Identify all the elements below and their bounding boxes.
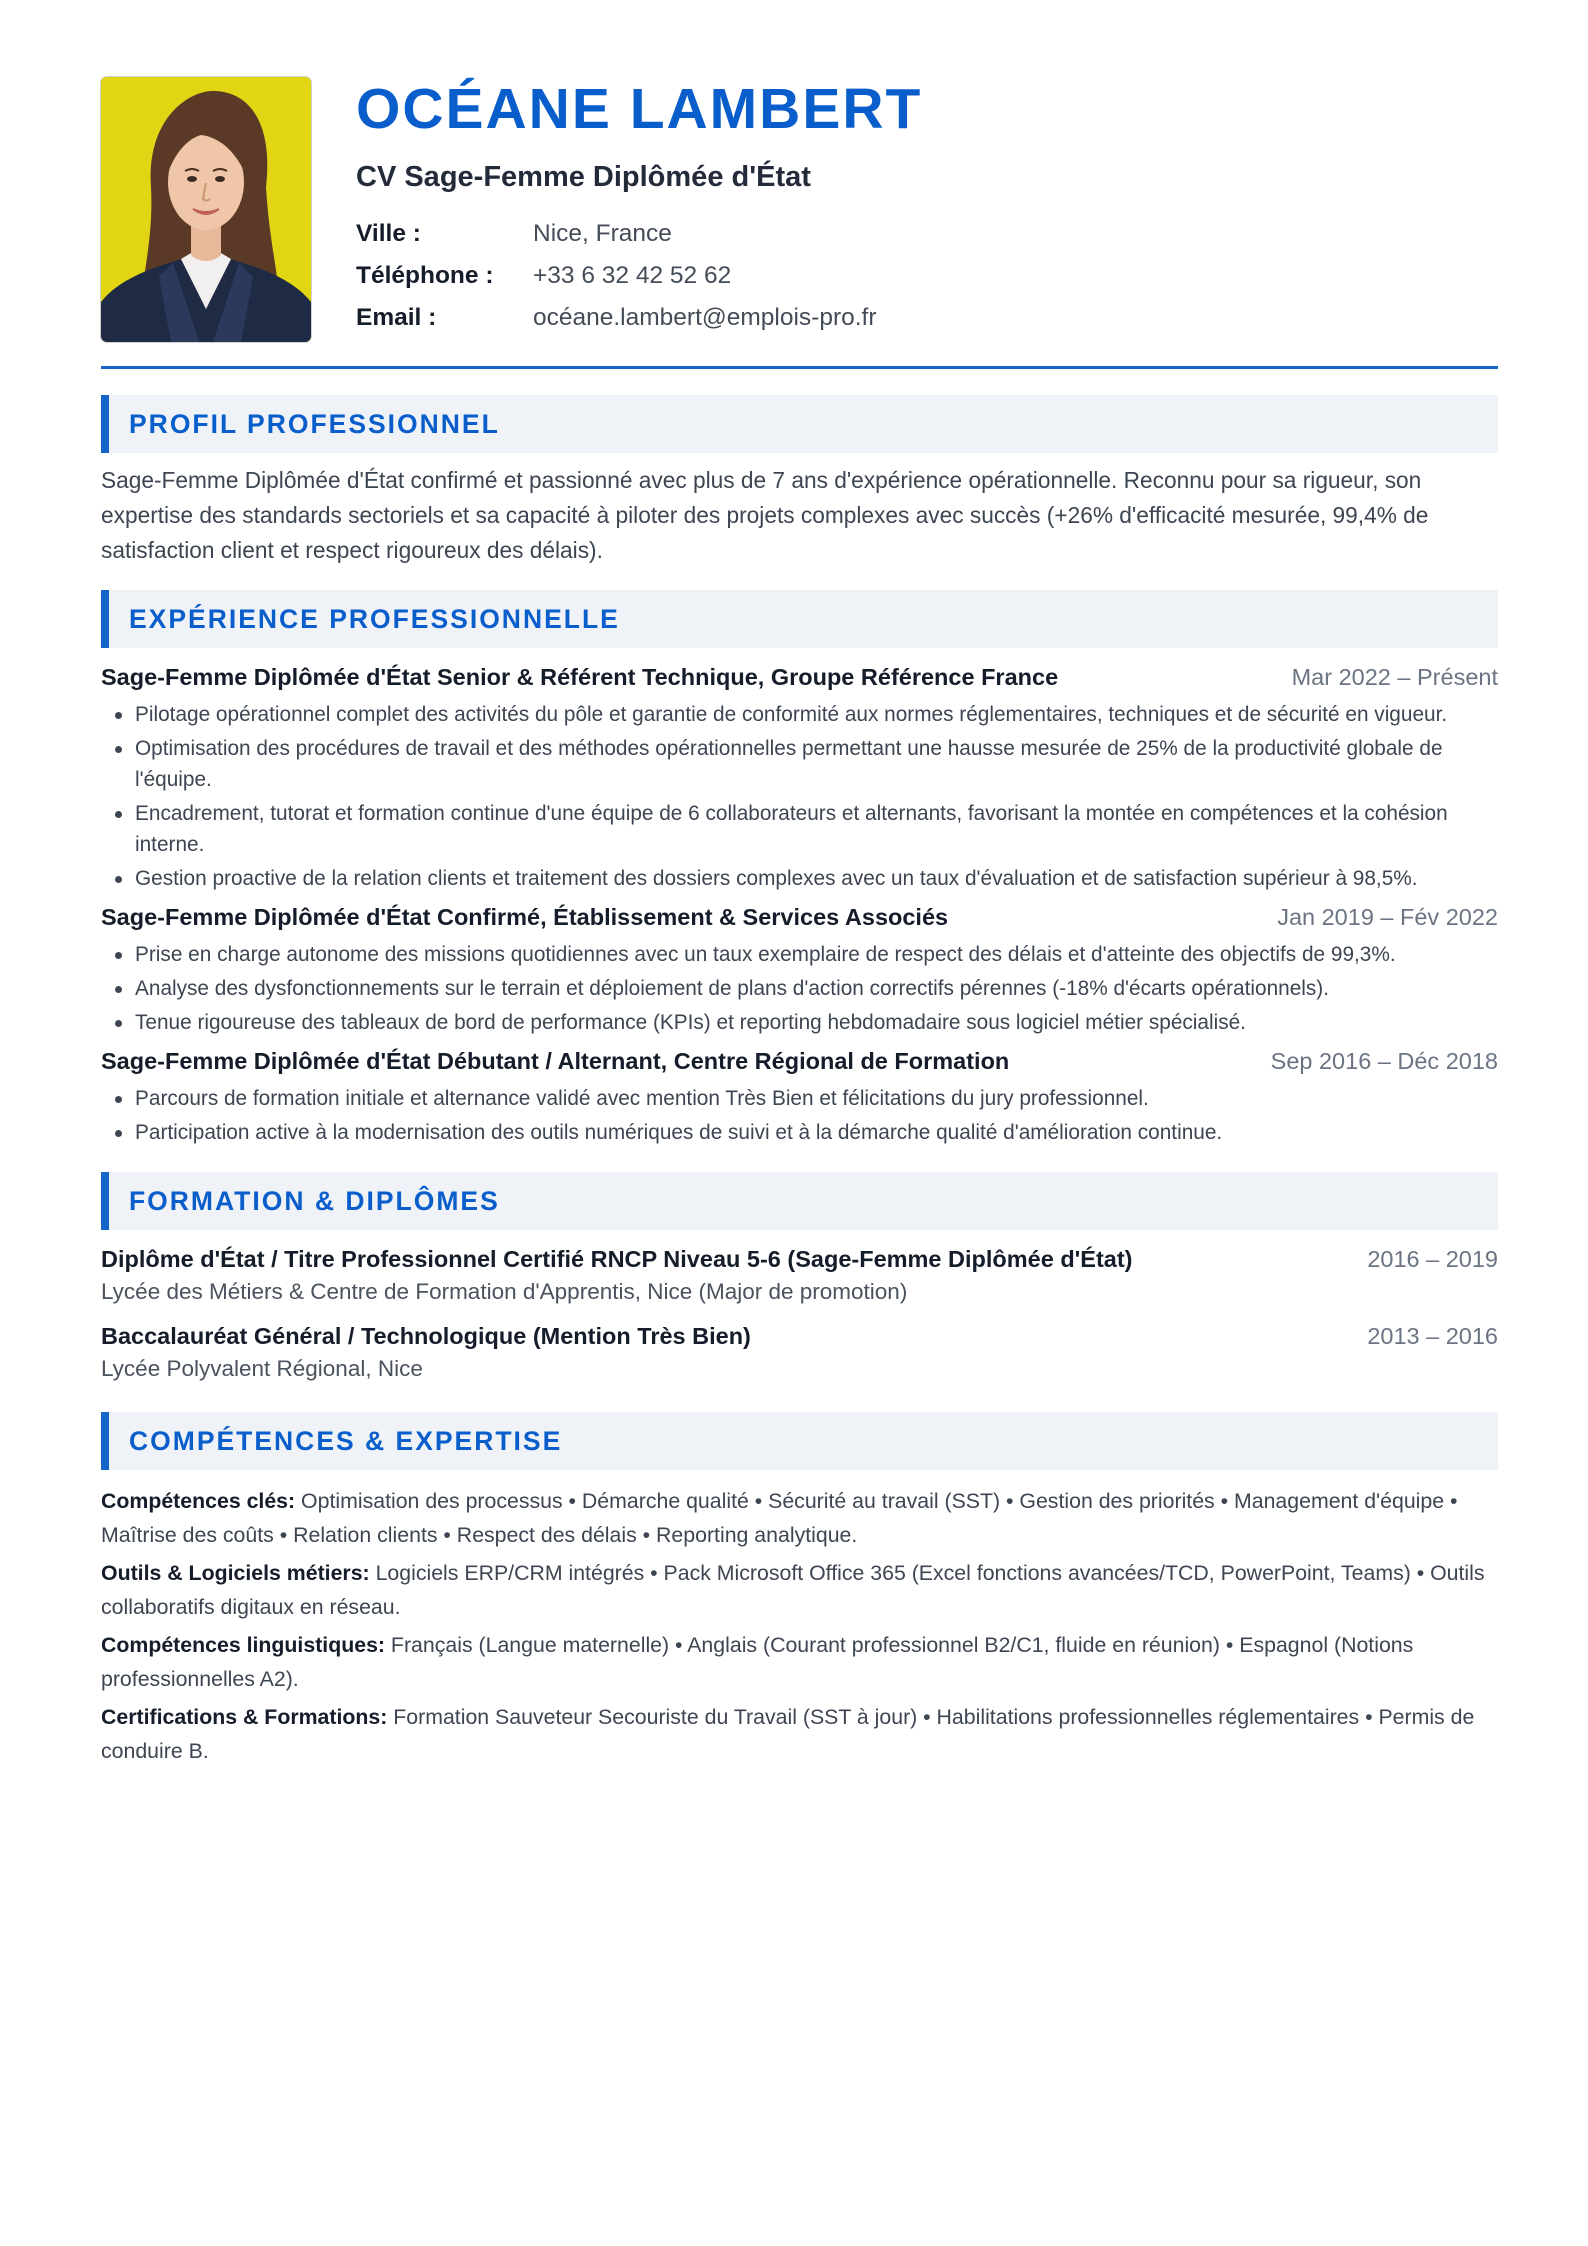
list-item: Optimisation des procédures de travail et des méthodes opérationnelles permettant une hausse mesurée de 25% de la productivité globale de l'équipe.: [135, 733, 1498, 795]
job-date: Sep 2016 – Déc 2018: [1270, 1048, 1498, 1074]
list-item: Participation active à la modernisation des outils numériques de suivi et à la démarche qualité d'amélioration continue.: [135, 1117, 1498, 1148]
education-header: [101, 1246, 1498, 1273]
skill-text: Formation Sauveteur Secouriste du Travail (SST à jour) • Habilitations professionnelles réglementaires • Permis de conduire B.: [101, 1705, 1475, 1763]
header-info: [356, 77, 922, 342]
skill-text: Logiciels ERP/CRM intégrés • Pack Microsoft Office 365 (Excel fonctions avancées/TCD, PowerPoint, Teams) • Outils collaboratifs digitaux en réseau.: [101, 1561, 1485, 1619]
job-title: Sage-Femme Diplômée d'État Confirmé, Établissement & Services Associés: [101, 904, 949, 930]
job-bullets: [135, 699, 1498, 894]
degree-title: Diplôme d'État / Titre Professionnel Certifié RNCP Niveau 5-6 (Sage-Femme Diplômée d'État): [101, 1246, 1133, 1272]
skill-paragraph: [101, 1628, 1498, 1696]
list-item: Tenue rigoureuse des tableaux de bord de performance (KPIs) et reporting hebdomadaire sous logiciel métier spécialisé.: [135, 1007, 1498, 1038]
job-title: Sage-Femme Diplômée d'État Débutant / Alternant, Centre Régional de Formation: [101, 1048, 1010, 1074]
contact-label: Ville :: [356, 219, 421, 247]
contact-list: [356, 213, 922, 339]
list-item: Parcours de formation initiale et alternance validé avec mention Très Bien et félicitations du jury professionnel.: [135, 1083, 1498, 1114]
contact-email: [356, 297, 922, 339]
email-value[interactable]: océane.lambert@emplois-pro.fr: [533, 303, 877, 331]
list-item: Encadrement, tutorat et formation continue d'une équipe de 6 collaborateurs et alternants, favorisant la montée en compétences et la cohésion interne.: [135, 798, 1498, 860]
education-entry: [101, 1323, 1498, 1382]
job-title: Sage-Femme Diplômée d'État Senior & Référent Technique, Groupe Référence France: [101, 664, 1059, 690]
education-header: [101, 1323, 1498, 1350]
contact-phone: [356, 255, 922, 297]
skill-label: Outils & Logiciels métiers:: [101, 1561, 370, 1585]
degree-date: 2013 – 2016: [1367, 1323, 1498, 1349]
school-name: Lycée Polyvalent Régional, Nice: [101, 1356, 423, 1381]
job-date: Jan 2019 – Fév 2022: [1277, 904, 1498, 930]
section-title: PROFIL PROFESSIONNEL: [129, 408, 500, 439]
portrait-illustration: [101, 77, 311, 342]
phone-value: +33 6 32 42 52 62: [533, 261, 732, 289]
section-title: FORMATION & DIPLÔMES: [129, 1185, 500, 1216]
section-header-skills: [101, 1412, 1498, 1470]
skill-label: Compétences clés:: [101, 1489, 296, 1513]
skills-list: [101, 1484, 1498, 1768]
job-date: Mar 2022 – Présent: [1291, 664, 1498, 690]
skill-paragraph: [101, 1484, 1498, 1552]
skill-text: Optimisation des processus • Démarche qualité • Sécurité au travail (SST) • Gestion des priorités • Management d'équipe • Maîtrise des coûts • Relation clients • Respect des délais • Reporting analytique.: [101, 1489, 1458, 1547]
job-entry: [101, 904, 1498, 1038]
job-entry: [101, 1048, 1498, 1148]
degree-title: Baccalauréat Général / Technologique (Mention Très Bien): [101, 1323, 751, 1349]
list-item: Analyse des dysfonctionnements sur le terrain et déploiement de plans d'action correctifs pérennes (-18% d'écarts opérationnels).: [135, 973, 1498, 1004]
city-value: Nice, France: [533, 219, 672, 247]
skill-paragraph: [101, 1700, 1498, 1768]
list-item: Prise en charge autonome des missions quotidiennes avec un taux exemplaire de respect des délais et d'atteinte des objectifs de 99,3%.: [135, 939, 1498, 970]
job-header: [101, 1048, 1498, 1075]
job-bullets: [135, 1083, 1498, 1148]
section-header-education: [101, 1172, 1498, 1230]
profile-photo: [101, 77, 311, 342]
education-entry: [101, 1246, 1498, 1305]
contact-label: Téléphone :: [356, 261, 494, 289]
profile-summary: Sage-Femme Diplômée d'État confirmé et passionné avec plus de 7 ans d'expérience opérationnelle. Reconnu pour sa rigueur, son expertise des standards sectoriels et sa capacité à piloter des projets complexes avec succès (+26% d'efficacité mesurée, 99,4% de satisfaction client et respect rigoureux des délais).: [101, 467, 1429, 563]
job-header: [101, 904, 1498, 931]
contact-city: [356, 213, 922, 255]
header-divider: [101, 366, 1498, 369]
contact-label: Email :: [356, 303, 437, 331]
section-header-profile: [101, 395, 1498, 453]
section-title: EXPÉRIENCE PROFESSIONNELLE: [129, 603, 620, 634]
resume-header: [101, 77, 1498, 342]
list-item: Pilotage opérationnel complet des activités du pôle et garantie de conformité aux normes réglementaires, techniques et de sécurité en vigueur.: [135, 699, 1498, 730]
resume-page: [101, 77, 1498, 1772]
list-item: Gestion proactive de la relation clients et traitement des dossiers complexes avec un taux d'évaluation et de satisfaction supérieur à 98,5%.: [135, 863, 1498, 894]
job-header: [101, 664, 1498, 691]
school-name: Lycée des Métiers & Centre de Formation d'Apprentis, Nice (Major de promotion): [101, 1279, 908, 1304]
candidate-name: OCÉANE LAMBERT: [356, 77, 923, 141]
skill-label: Compétences linguistiques:: [101, 1633, 386, 1657]
cv-subtitle: CV Sage-Femme Diplômée d'État: [356, 161, 811, 193]
section-title: COMPÉTENCES & EXPERTISE: [129, 1425, 563, 1456]
section-header-experience: [101, 590, 1498, 648]
skill-paragraph: [101, 1556, 1498, 1624]
job-entry: [101, 664, 1498, 894]
degree-date: 2016 – 2019: [1367, 1246, 1498, 1272]
skill-text: Français (Langue maternelle) • Anglais (Courant professionnel B2/C1, fluide en réunion) • Espagnol (Notions professionnelles A2).: [101, 1633, 1414, 1691]
skill-label: Certifications & Formations:: [101, 1705, 388, 1729]
job-bullets: [135, 939, 1498, 1038]
